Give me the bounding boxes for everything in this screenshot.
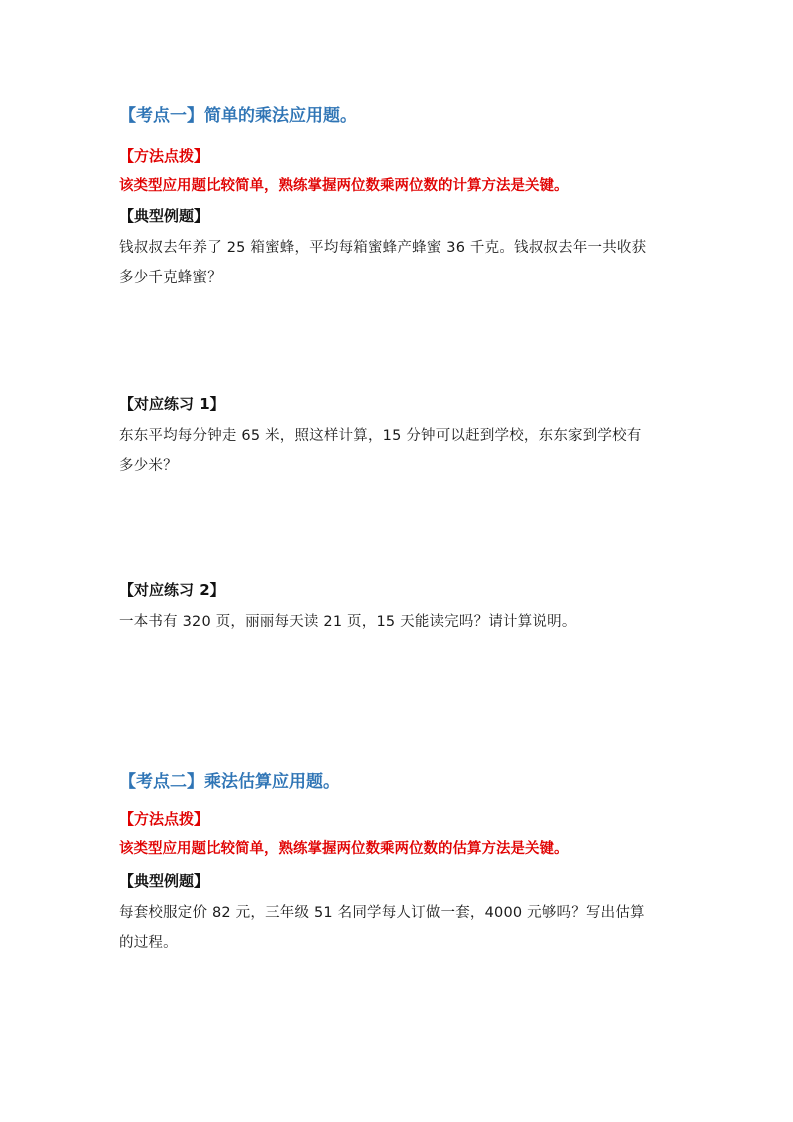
- section1-practice1-line2: 多少米？: [119, 458, 178, 474]
- section2-example-label: 【典型例题】: [119, 872, 210, 890]
- section2-method-label: 【方法点拨】: [119, 810, 210, 828]
- section1-practice1-label: 【对应练习 1】: [119, 395, 225, 413]
- section1-example-question: [119, 233, 679, 293]
- section1-method-text: 该类型应用题比较简单，熟练掌握两位数乘两位数的计算方法是关键。: [119, 178, 569, 194]
- section2-method-text: 该类型应用题比较简单，熟练掌握两位数乘两位数的估算方法是关键。: [119, 841, 569, 857]
- section2-example-question: [119, 898, 679, 958]
- section1-example-line2: 多少千克蜂蜜？: [119, 270, 222, 286]
- section2-example-line1: 每套校服定价 82 元，三年级 51 名同学每人订做一套，4000 元够吗？写出估算: [119, 905, 645, 921]
- section1-practice2-question: [119, 607, 679, 637]
- section1-practice1-line1: 东东平均每分钟走 65 米，照这样计算，15 分钟可以赶到学校，东东家到学校有: [119, 428, 642, 444]
- section1-practice1-question: [119, 421, 679, 481]
- section1-example-line1: 钱叔叔去年养了 25 箱蜜蜂，平均每箱蜜蜂产蜂蜜 36 千克。钱叔叔去年一共收获: [119, 240, 647, 256]
- section1-example-label: 【典型例题】: [119, 207, 210, 225]
- section1-method-label: 【方法点拨】: [119, 147, 210, 165]
- section1-title: 【考点一】简单的乘法应用题。: [119, 106, 357, 126]
- section1-practice2-line1: 一本书有 320 页，丽丽每天读 21 页，15 天能读完吗？请计算说明。: [119, 614, 577, 630]
- section2-title: 【考点二】乘法估算应用题。: [119, 772, 340, 792]
- section1-practice2-label: 【对应练习 2】: [119, 581, 225, 599]
- section2-example-line2: 的过程。: [119, 935, 178, 951]
